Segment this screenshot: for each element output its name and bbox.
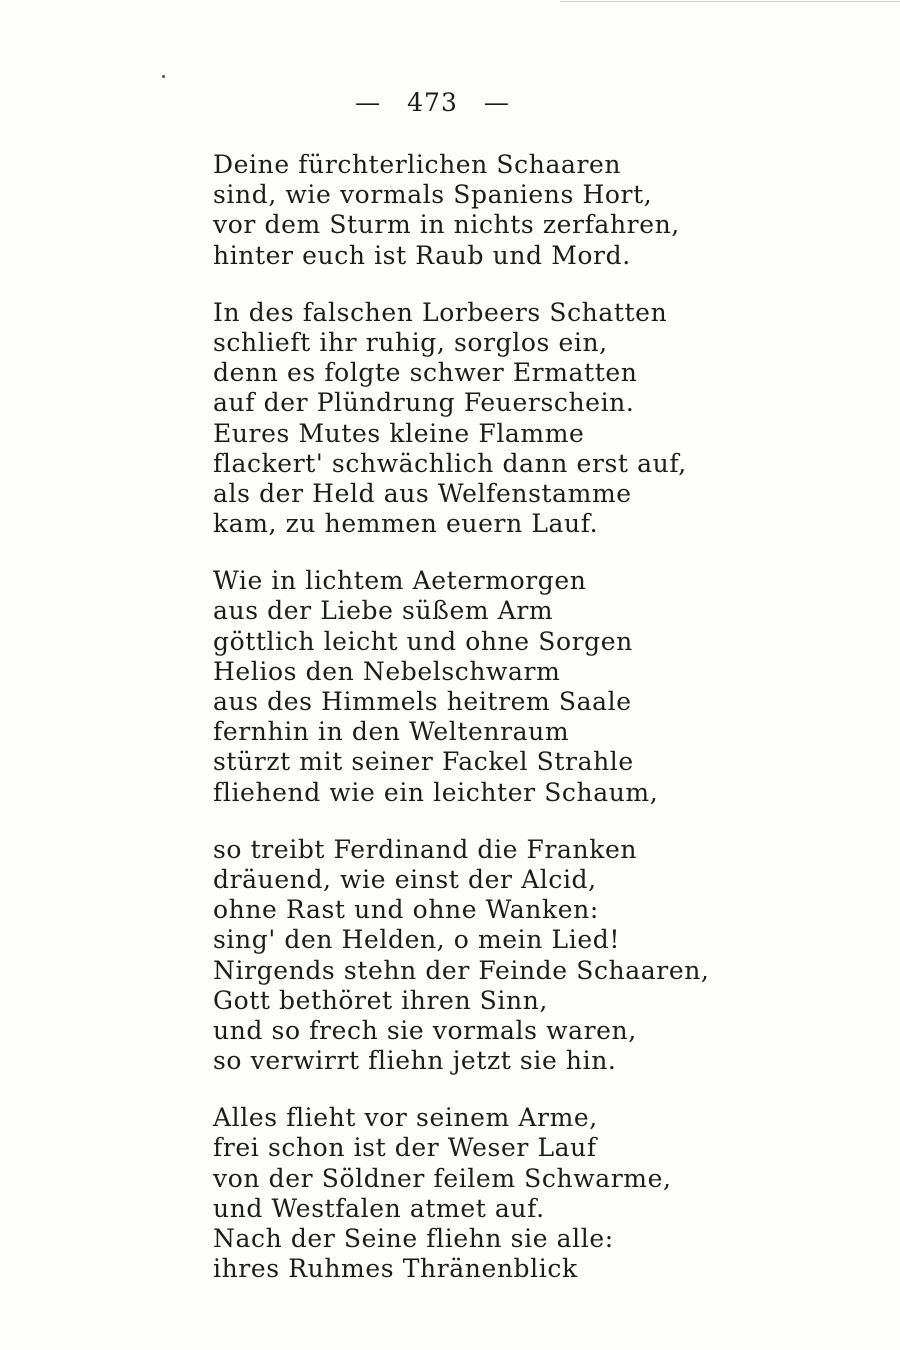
- stanza-5: [213, 1103, 873, 1284]
- print-speck: [162, 75, 165, 78]
- poem-line: aus der Liebe süßem Arm: [213, 596, 554, 626]
- poem-line: vor dem Sturm in nichts zerfahren,: [213, 210, 680, 240]
- page-header: [0, 88, 865, 117]
- poem-line: Helios den Nebelschwarm: [213, 656, 561, 686]
- poem-line: In des falschen Lorbeers Schatten: [213, 297, 668, 327]
- poem-line: Alles flieht vor seinem Arme,: [213, 1103, 598, 1133]
- poem-line: stürzt mit seiner Fackel Strahle: [213, 747, 634, 777]
- poem-line: göttlich leicht und ohne Sorgen: [213, 626, 633, 656]
- poem-line: ohne Rast und ohne Wanken:: [213, 895, 599, 925]
- poem-line: Nirgends stehn der Feinde Schaaren,: [213, 955, 710, 985]
- poem-line: frei schon ist der Weser Lauf: [213, 1133, 597, 1163]
- poem-line: fliehend wie ein leichter Schaum,: [213, 777, 659, 807]
- poem-line: und so frech sie vormals waren,: [213, 1015, 637, 1045]
- poem-body: [213, 150, 873, 1311]
- stanza-4: [213, 835, 873, 1077]
- stanza-1: [213, 150, 873, 271]
- poem-line: flackert' schwächlich dann erst auf,: [213, 448, 687, 478]
- poem-line: von der Söldner feilem Schwarme,: [213, 1163, 672, 1193]
- poem-line: Wie in lichtem Aetermorgen: [213, 566, 587, 596]
- poem-line: aus des Himmels heitrem Saale: [213, 687, 632, 716]
- poem-line: kam, zu hemmen euern Lauf.: [213, 509, 599, 539]
- poem-line: so verwirrt fliehn jetzt sie hin.: [213, 1046, 617, 1076]
- poem-line: ihres Ruhmes Thränenblick: [213, 1254, 578, 1284]
- page-number: 473: [407, 88, 458, 117]
- poem-line: Eures Mutes kleine Flamme: [213, 418, 585, 448]
- header-dash-right: —: [483, 88, 510, 117]
- stanza-2: [213, 298, 873, 540]
- stanza-3: [213, 566, 873, 808]
- header-dash-left: —: [355, 88, 382, 117]
- poem-line: so treibt Ferdinand die Franken: [213, 834, 638, 864]
- poem-line: schlieft ihr ruhig, sorglos ein,: [213, 327, 608, 357]
- poem-line: Deine fürchterlichen Schaaren: [213, 150, 622, 179]
- poem-line: dräuend, wie einst der Alcid,: [213, 864, 597, 894]
- poem-line: sing' den Helden, o mein Lied!: [213, 925, 620, 955]
- poem-line: Gott bethöret ihren Sinn,: [213, 985, 548, 1015]
- poem-line: Nach der Seine fliehn sie alle:: [213, 1224, 614, 1253]
- poem-line: sind, wie vormals Spaniens Hort,: [213, 180, 653, 210]
- poem-line: auf der Plündrung Feuerschein.: [213, 388, 635, 418]
- poem-line: denn es folgte schwer Ermatten: [213, 358, 638, 388]
- poem-line: hinter euch ist Raub und Mord.: [213, 240, 631, 270]
- top-edge-rule: [560, 1, 900, 2]
- poem-line: fernhin in den Weltenraum: [213, 717, 570, 747]
- poem-line: als der Held aus Welfenstamme: [213, 478, 632, 508]
- poem-line: und Westfalen atmet auf.: [213, 1193, 545, 1223]
